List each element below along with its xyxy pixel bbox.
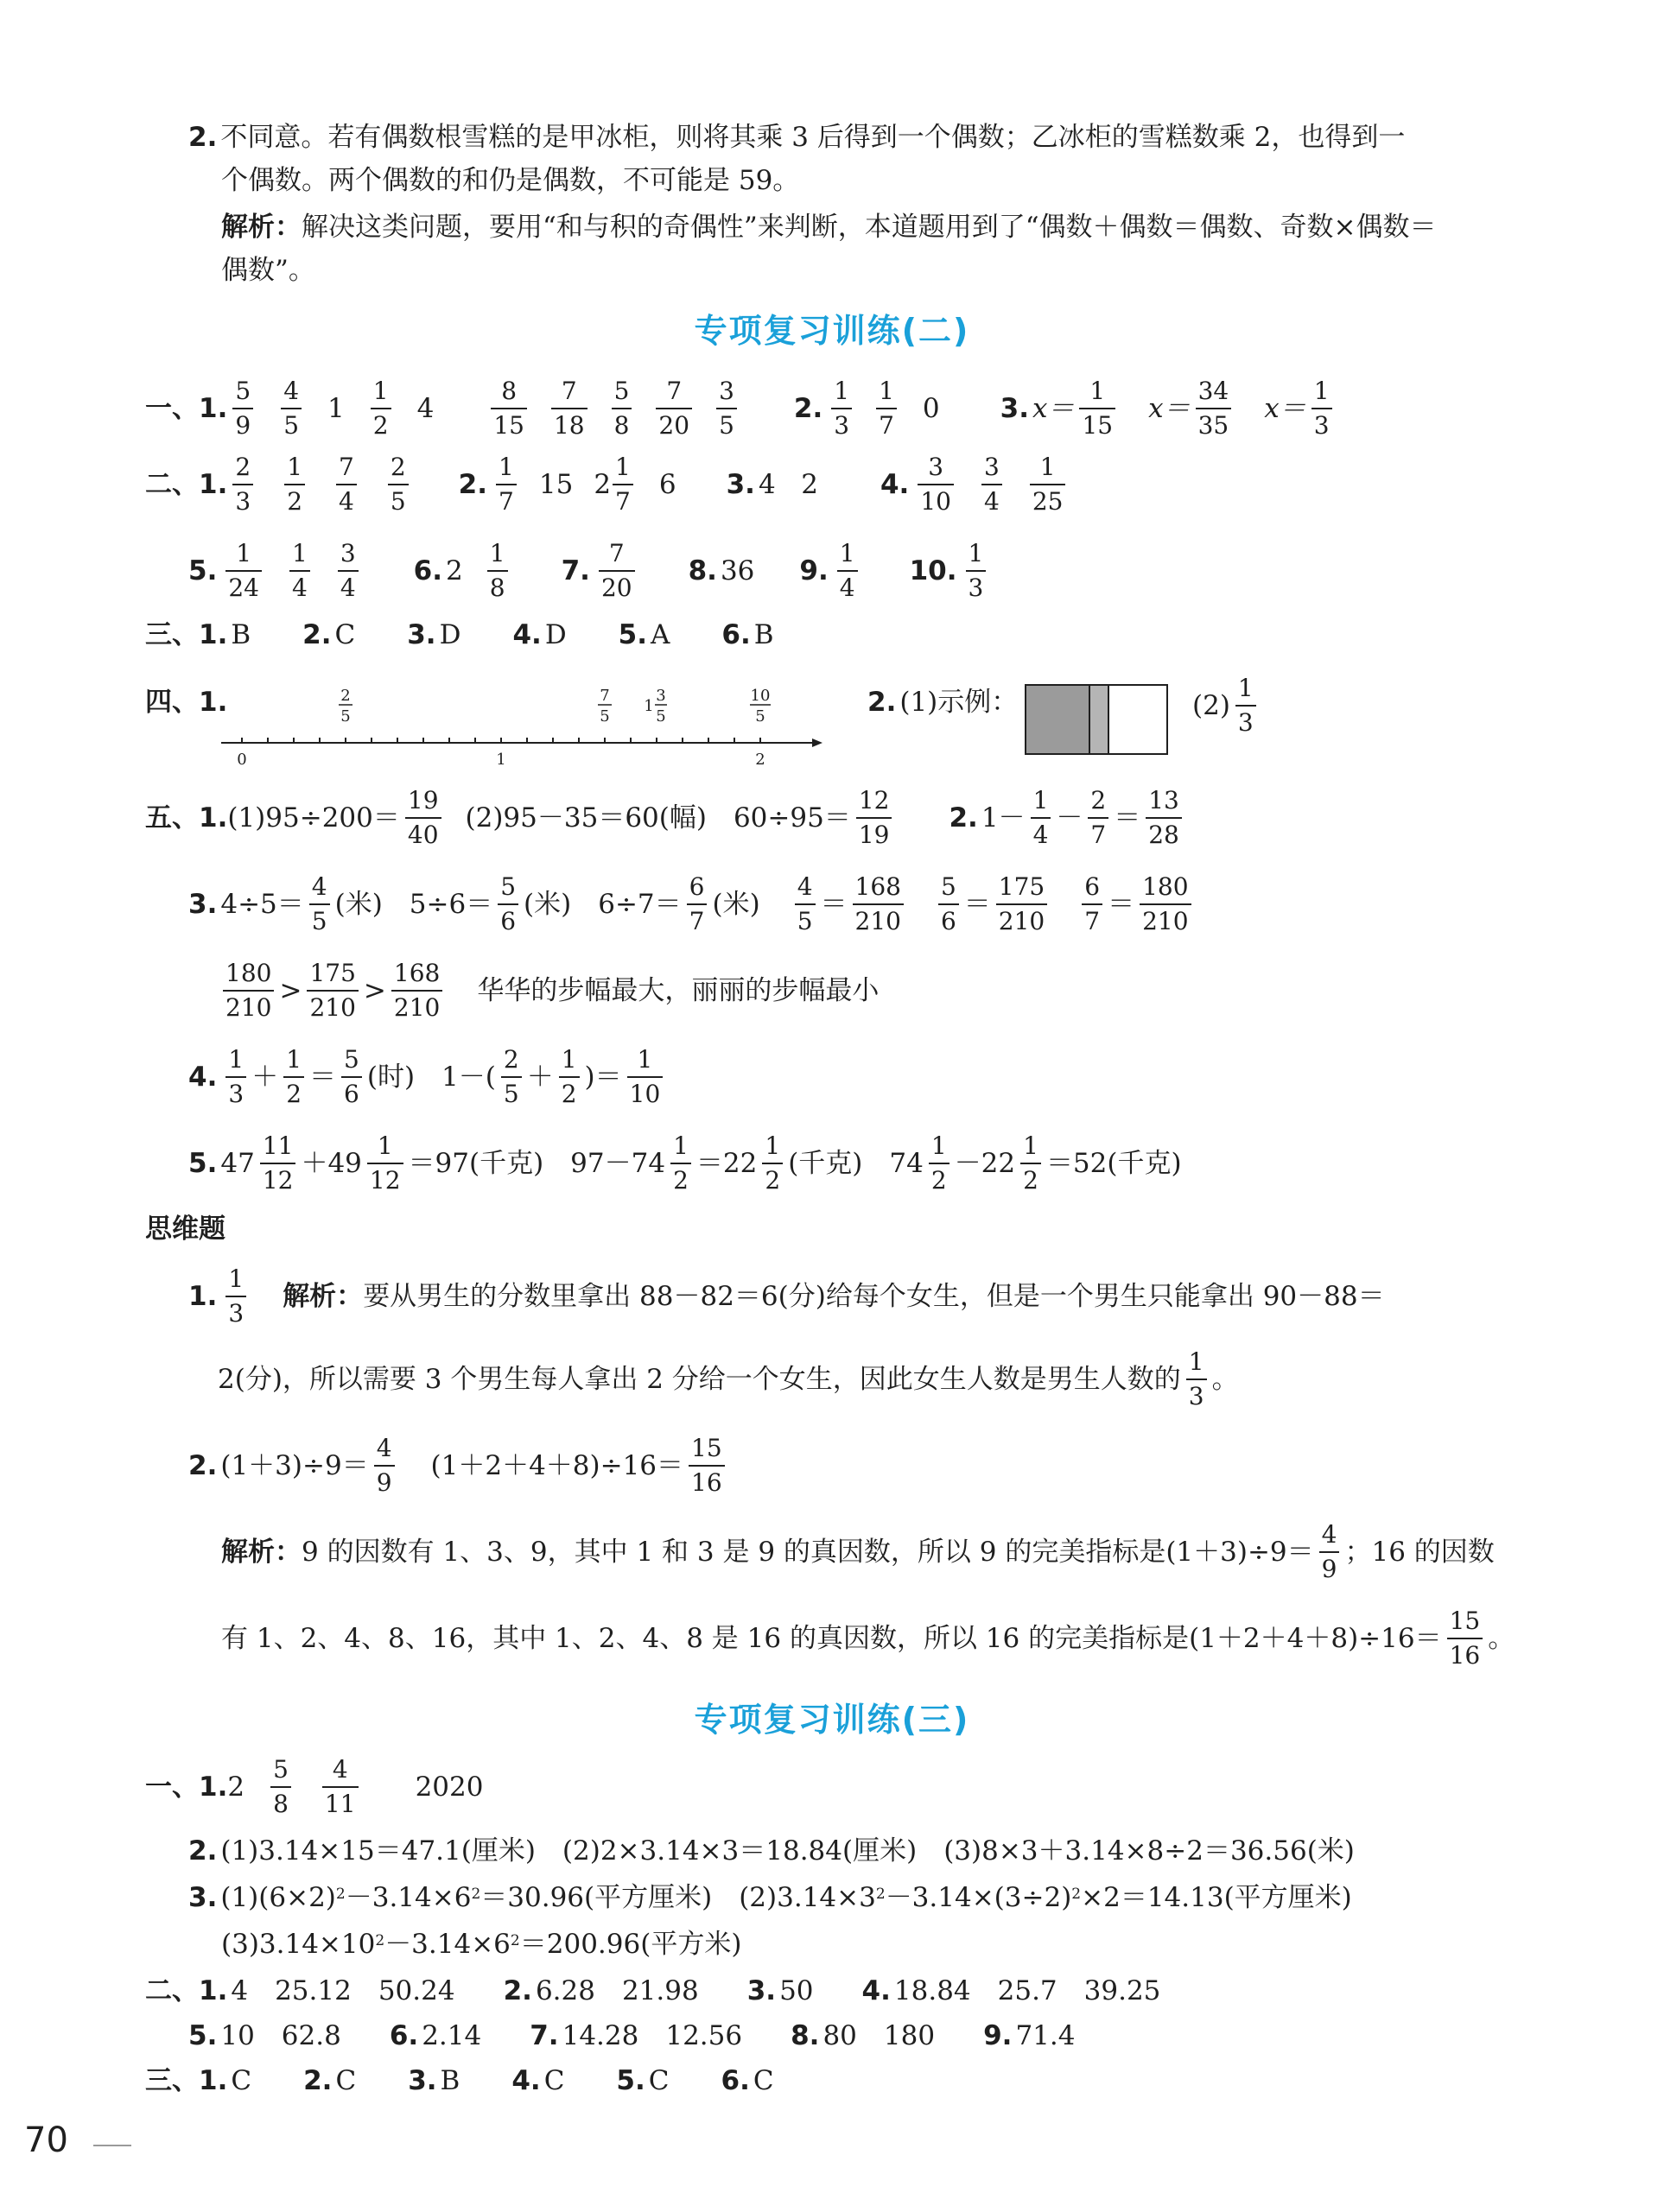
s3-part1: 一、1. 2 5 8 4 11 2020 xyxy=(145,1755,484,1818)
fraction: 13 28 xyxy=(1146,789,1182,847)
fraction: 1 2 xyxy=(762,1134,783,1193)
fraction: 5 6 xyxy=(498,875,518,934)
fraction: 1 2 xyxy=(371,379,391,438)
fraction: 4 5 xyxy=(281,379,302,438)
s2-part5-compare: 180 210 > 175 210 > 168 210 华华的步幅最大，丽丽的步幅最小 xyxy=(218,960,879,1021)
s2-part5-q3: 3. 4÷5＝ 4 5 (米) 5÷6＝ 5 6 (米) 6÷7＝ 6 7 (米) 4 5 ＝ 168 210 5 6 ＝ 175 210 6 7 ＝ 180 210 xyxy=(188,874,1197,935)
fraction: 175 210 xyxy=(996,875,1047,934)
tick-label: 2 xyxy=(755,751,765,769)
fraction: 3 4 xyxy=(981,455,1002,514)
fraction: 12 19 xyxy=(856,789,892,847)
mark-den: 5 xyxy=(600,707,610,726)
section-title-2: 专项复习训练(二) xyxy=(694,312,970,350)
s2-part4-q2-2: (2) 1 3 xyxy=(1192,675,1261,736)
fraction: 1 3 xyxy=(831,379,852,438)
fraction: 168 210 xyxy=(853,875,904,934)
fraction: 11 12 xyxy=(260,1134,296,1193)
mark-num: 10 xyxy=(750,687,771,705)
fraction: 3 5 xyxy=(716,379,737,438)
fraction: 5 8 xyxy=(612,379,632,438)
fraction: 2 5 xyxy=(388,455,409,514)
fraction: 7 18 xyxy=(551,379,587,438)
page-number-rule xyxy=(93,2145,131,2146)
mark-num: 7 xyxy=(600,687,610,705)
fraction: 4 5 xyxy=(309,875,330,934)
fraction: 6 7 xyxy=(1082,875,1102,934)
fraction: 2 7 xyxy=(1088,789,1108,847)
s2-part2-row1: 二、1. 2 3 1 2 7 4 2 5 2. 1 7 15 2 1 7 6 3. 4 2 4. 3 10 3 4 1 25 xyxy=(145,454,1070,515)
mixed-den: 5 xyxy=(656,707,666,726)
fraction: 1 24 xyxy=(225,542,262,600)
tick-label: 1 xyxy=(496,751,506,769)
fraction: 34 35 xyxy=(1196,379,1232,438)
page-number: 70 xyxy=(24,2120,68,2160)
fraction: 1 2 xyxy=(670,1134,691,1193)
s2-part5-q4: 4. 1 3 ＋ 1 2 ＝ 5 6 (时) 1－( 2 5 ＋ 1 2 )＝ 1 10 xyxy=(188,1047,668,1107)
thinking-q1-line1: 1. 1 3 解析： 要从男生的分数里拿出 88－82＝6(分)给每个女生，但是一个男生只能拿出 90－88＝ xyxy=(188,1264,1385,1328)
shaded-rectangle-diagram xyxy=(1025,684,1170,757)
fraction: 7 20 xyxy=(599,542,635,600)
s3-q2: 2. (1)3.14×15＝47.1(厘米) (2)2×3.14×3＝18.84(厘米) (3)8×3＋3.14×8÷2＝36.56(米) xyxy=(188,1835,1355,1867)
fraction: 2 5 xyxy=(501,1048,522,1106)
fraction: 1 2 xyxy=(284,455,305,514)
mark-den: 5 xyxy=(755,707,765,726)
fraction: 1 10 xyxy=(627,1048,664,1106)
s3-part3: 三、 1. C 2. C 3. B 4. C 5. C 6. C xyxy=(145,2065,774,2096)
fraction: 1 4 xyxy=(837,542,858,600)
fraction: 15 16 xyxy=(1447,1609,1483,1668)
fraction: 8 15 xyxy=(491,379,527,438)
fraction: 180 210 xyxy=(223,961,274,1020)
tick-label: 0 xyxy=(237,751,247,769)
section-title-3: 专项复习训练(三) xyxy=(694,1701,970,1739)
s2-part5-row1: 五、1. (1)95÷200＝ 19 40 (2)95－35＝60(幅) 60÷95＝ 12 19 2. 1－ 1 4 － 2 7 ＝ 13 28 xyxy=(145,788,1187,848)
fraction: 5 6 xyxy=(341,1048,362,1106)
fraction: 3 10 xyxy=(918,455,954,514)
s2-part2-row2: 5. 1 24 1 4 3 4 6. 2 1 8 7. 7 20 8. 36 9. 1 4 10. 1 3 xyxy=(188,541,991,601)
fraction: 4 5 xyxy=(795,875,816,934)
fraction: 1 2 xyxy=(559,1048,580,1106)
analysis-line2: 偶数”。 xyxy=(221,255,315,286)
fraction: 2 3 xyxy=(232,455,253,514)
fraction: 1 3 xyxy=(966,542,987,600)
mark-den: 5 xyxy=(340,707,351,726)
s3-part2-row1: 二、 1. 4 25.12 50.24 2. 6.28 21.98 3. 50 4. 18.84 25.7 39.25 xyxy=(145,1975,1161,2006)
fraction: 1 8 xyxy=(487,542,508,600)
fraction: 5 9 xyxy=(232,379,253,438)
thinking-q2: 2. (1＋3)÷9＝ 4 9 (1＋2＋4＋8)÷16＝ 15 16 xyxy=(188,1436,730,1496)
fraction: 15 16 xyxy=(689,1436,725,1495)
s3-q3-line2: (3)3.14×10 $^2$ －3.14×6 $^2$ ＝200.96(平方米) xyxy=(221,1929,742,1960)
fraction: 175 210 xyxy=(307,961,358,1020)
fraction: 1 3 xyxy=(225,1048,246,1106)
thinking-q1-line2: 2(分)，所以需要 3 个男生每人拿出 2 分给一个女生，因此女生人数是男生人数的 1 3 。 xyxy=(218,1347,1239,1410)
fraction: 5 6 xyxy=(938,875,959,934)
fraction: 1 7 xyxy=(876,379,897,438)
fraction: 1 3 xyxy=(1235,676,1256,735)
fraction: 7 4 xyxy=(336,455,357,514)
s3-q3-line1: 3. (1)(6×2) $^2$ －3.14×6 $^2$ ＝30.96(平方厘米) (2)3.14×3 $^2$ －3.14×(3÷2) $^2$ ×2＝14.13(平方厘米) xyxy=(188,1882,1352,1913)
fraction: 1 2 xyxy=(283,1048,304,1106)
fraction: 1 3 xyxy=(1312,379,1332,438)
fraction: 5 8 xyxy=(270,1758,291,1816)
thinking-title: 思维题 xyxy=(145,1214,225,1245)
mixed-num: 3 xyxy=(656,687,666,705)
thinking-q2-analysis1: 解析： 9 的因数有 1、3、9，其中 1 和 3 是 9 的真因数，所以 9 的完美指标是(1＋3)÷9＝ 4 9 ；16 的因数 xyxy=(221,1520,1495,1583)
q2-line1: 2. 不同意。若有偶数根雪糕的是甲冰柜，则将其乘 3 后得到一个偶数；乙冰柜的雪糕数乘 2，也得到一 xyxy=(188,122,1406,153)
fraction: 1 3 xyxy=(1186,1350,1207,1409)
fraction: 4 9 xyxy=(374,1436,395,1495)
fraction: 1 7 xyxy=(613,455,633,514)
s2-part4-label: 四、1. xyxy=(145,687,228,718)
fraction: 6 7 xyxy=(687,875,708,934)
s3-part2-row2: 5. 10 62.8 6. 2.14 7. 14.28 12.56 8. 80 180 9. 71.4 xyxy=(188,2020,1076,2051)
fraction: 19 40 xyxy=(405,789,441,847)
number-line xyxy=(207,678,829,777)
s2-part1: 一、1. 5 9 4 5 1 1 2 4 8 15 7 18 5 8 7 20 3 5 2. 1 3 1 7 0 3. x＝ 1 15 x＝ 34 35 x＝ 1 3 xyxy=(145,378,1337,439)
fraction: 1 2 xyxy=(929,1134,949,1193)
fraction: 168 210 xyxy=(391,961,442,1020)
fraction: 4 9 xyxy=(1319,1523,1340,1581)
fraction: 4 11 xyxy=(322,1758,359,1816)
fraction: 1 25 xyxy=(1030,455,1066,514)
mixed-whole: 1 xyxy=(644,697,654,715)
fraction: 3 4 xyxy=(338,542,359,600)
fraction: 1 15 xyxy=(1079,379,1115,438)
mark-num: 2 xyxy=(340,687,351,705)
thinking-q2-analysis2: 有 1、2、4、8、16，其中 1、2、4、8 是 16 的真因数，所以 16 的完美指标是(1＋2＋4＋8)÷16＝ 15 16 。 xyxy=(221,1607,1515,1670)
s2-part5-q5: 5. 47 11 12 ＋49 1 12 ＝97(千克) 97－74 1 2 ＝22 1 2 (千克) 74 1 2 －22 1 2 ＝52(千克) xyxy=(188,1131,1182,1195)
fraction: 1 7 xyxy=(496,455,517,514)
fraction: 1 4 xyxy=(289,542,310,600)
fraction: 180 210 xyxy=(1140,875,1191,934)
s2-part3: 三、 1. B 2. C 3. D 4. D 5. A 6. B xyxy=(145,619,774,650)
fraction: 1 2 xyxy=(1020,1134,1041,1193)
q2-line2: 个偶数。两个偶数的和仍是偶数，不可能是 59。 xyxy=(221,165,800,196)
fraction: 1 3 xyxy=(225,1267,246,1326)
fraction: 1 4 xyxy=(1031,789,1051,847)
fraction: 1 12 xyxy=(367,1134,403,1193)
fraction: 7 20 xyxy=(656,379,692,438)
analysis-line1: 解析： 解决这类问题，要用“和与积的奇偶性”来判断，本道题用到了“偶数＋偶数＝偶数、奇数×偶数＝ xyxy=(221,212,1437,243)
s2-part4-q2: 2. (1)示例： xyxy=(867,687,1019,718)
